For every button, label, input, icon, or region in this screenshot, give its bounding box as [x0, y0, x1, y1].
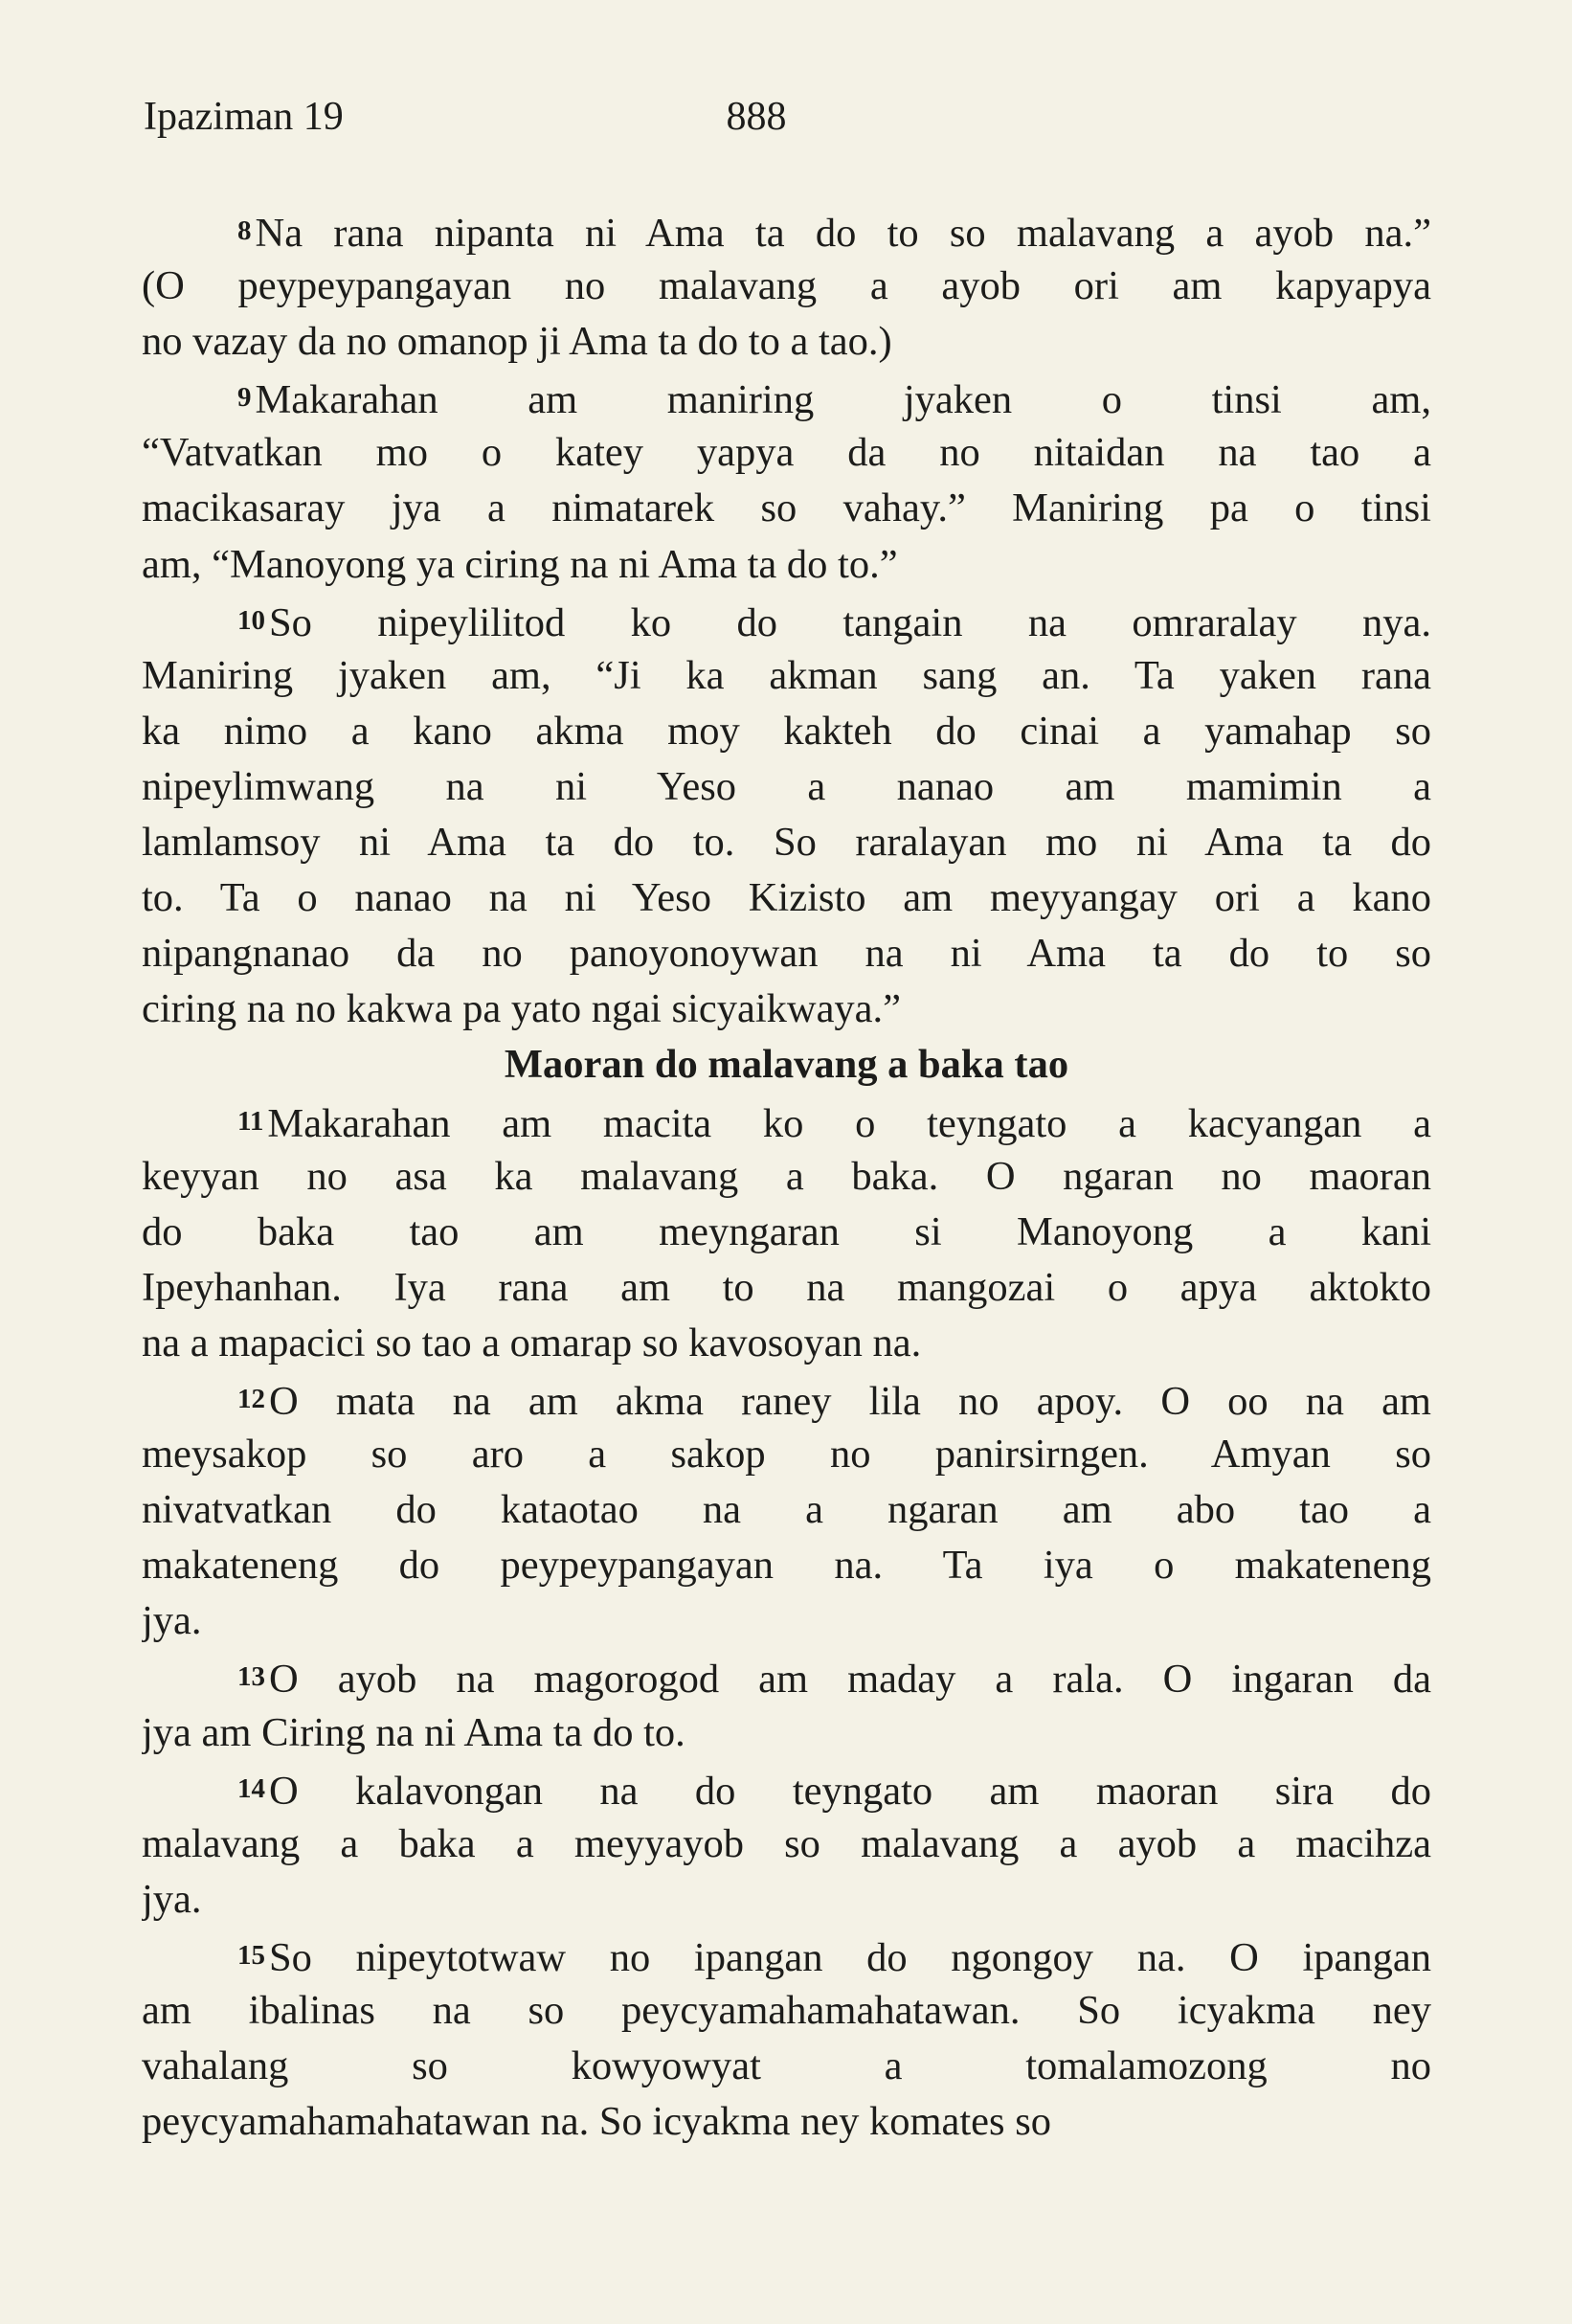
line-text: Makarahan am maniring jyaken o tinsi am, [255, 377, 1431, 423]
page-number: 888 [726, 95, 787, 139]
text-line [142, 314, 1431, 370]
line-text: lamlamsoy ni Ama ta do to. So raralayan mo ni Ama ta do [142, 820, 1431, 866]
line-text: O kalavongan na do teyngato am maoran sira do [269, 1768, 1431, 1814]
line-text: Maniring jyaken am, “Ji ka akman sang an. Ta yaken rana [142, 652, 1431, 698]
line-text: keyyan no asa ka malavang a baka. O ngaran no maoran [142, 1153, 1431, 1199]
line-text: na a mapacici so tao a omarap so kavosoyan na. [142, 1320, 922, 1365]
text-line [142, 203, 1431, 259]
line-text: O mata na am akma raney lila no apoy. O oo na am [269, 1378, 1431, 1424]
text-line [142, 1538, 1431, 1593]
line-text: macikasaray jya a nimatarek so vahay.” Maniring pa o tinsi [142, 485, 1431, 531]
line-text: ka nimo a kano akma moy kakteh do cinai a yamahap so [142, 708, 1431, 754]
text-line [142, 1649, 1431, 1704]
text-line [142, 481, 1431, 536]
line-text: nipangnanao da no panoyonoywan na ni Ama ta do to so [142, 931, 1431, 977]
line-text: malavang a baka a meyyayob so malavang a ayob a macihza [142, 1820, 1431, 1866]
text-line [142, 1371, 1431, 1427]
verse-number: 8 [237, 215, 252, 246]
text-line [142, 370, 1431, 425]
section-heading [142, 1037, 1431, 1093]
text-line [142, 815, 1431, 870]
line-text: no vazay da no omanop ji Ama ta do to a tao.) [142, 319, 892, 365]
line-text: Makarahan am macita ko o teyngato a kacyangan a [267, 1100, 1431, 1146]
verse-number: 14 [237, 1772, 265, 1804]
line-text: ciring na no kakwa pa yato ngai sicyaikwaya.” [142, 986, 902, 1032]
verse-number: 9 [237, 382, 252, 414]
text-line [142, 1816, 1431, 1872]
line-text: vahalang so kowyowyat a tomalamozong no [142, 2043, 1431, 2089]
line-text: jya. [142, 1598, 202, 1644]
verse-number: 15 [237, 1939, 265, 1971]
verse-number: 13 [237, 1661, 265, 1693]
line-text: do baka tao am meyngaran si Manoyong a kani [142, 1208, 1431, 1254]
running-head [144, 88, 1436, 146]
text-line [142, 537, 1431, 593]
section-heading-text: Maoran do malavang a baka tao [504, 1042, 1069, 1088]
scripture-text [142, 203, 1431, 2150]
line-text: meysakop so aro a sakop no panirsirngen. Amyan so [142, 1432, 1431, 1478]
text-line [142, 759, 1431, 815]
text-line [142, 1872, 1431, 1928]
text-line [142, 1427, 1431, 1482]
text-line [142, 2039, 1431, 2094]
line-text: (O peypeypangayan no malavang a ayob ori am kapyapya [142, 263, 1431, 309]
line-text: O ayob na magorogod am maday a rala. O ingaran da [269, 1657, 1431, 1703]
line-text: “Vatvatkan mo o katey yapya da no nitaidan na tao a [142, 430, 1431, 476]
text-line [142, 1316, 1431, 1371]
text-line [142, 259, 1431, 314]
line-text: am, “Manoyong ya ciring na ni Ama ta do to.” [142, 541, 898, 587]
text-line [142, 1928, 1431, 1983]
line-text: So nipeytotwaw no ipangan do ngongoy na. O ipangan [269, 1934, 1431, 1980]
text-line [142, 425, 1431, 481]
text-line [142, 1205, 1431, 1260]
text-line [142, 704, 1431, 759]
line-text: makateneng do peypeypangayan na. Ta iya o makateneng [142, 1543, 1431, 1589]
text-line [142, 1482, 1431, 1538]
line-text: nipeylimwang na ni Yeso a nanao am mamimin a [142, 763, 1431, 809]
line-text: to. Ta o nanao na ni Yeso Kizisto am meyyangay ori a kano [142, 875, 1431, 921]
text-line [142, 593, 1431, 648]
text-line [142, 1761, 1431, 1816]
line-text: peycyamahamahatawan na. So icyakma ney komates so [142, 2099, 1052, 2145]
text-line [142, 1149, 1431, 1205]
text-line [142, 1260, 1431, 1316]
line-text: Ipeyhanhan. Iya rana am to na mangozai o apya aktokto [142, 1264, 1431, 1310]
verse-number: 10 [237, 604, 265, 636]
text-line [142, 1983, 1431, 2039]
verse-number: 11 [237, 1105, 264, 1137]
line-text: Na rana nipanta ni Ama ta do to so malavang a ayob na.” [255, 211, 1431, 256]
text-line [142, 2094, 1431, 2150]
text-line [142, 926, 1431, 981]
book-chapter-title: Ipaziman 19 [144, 95, 344, 139]
line-text: am ibalinas na so peycyamahamahatawan. So icyakma ney [142, 1988, 1431, 2033]
text-line [142, 1094, 1431, 1149]
text-line [142, 648, 1431, 704]
text-line [142, 1705, 1431, 1761]
line-text: jya am Ciring na ni Ama ta do to. [142, 1709, 685, 1755]
line-text: nivatvatkan do kataotao na a ngaran am abo tao a [142, 1487, 1431, 1533]
text-line [142, 1593, 1431, 1649]
text-line [142, 981, 1431, 1037]
line-text: jya. [142, 1876, 202, 1922]
text-line [142, 870, 1431, 926]
verse-number: 12 [237, 1383, 265, 1414]
line-text: So nipeylilitod ko do tangain na omraralay nya. [269, 599, 1431, 645]
